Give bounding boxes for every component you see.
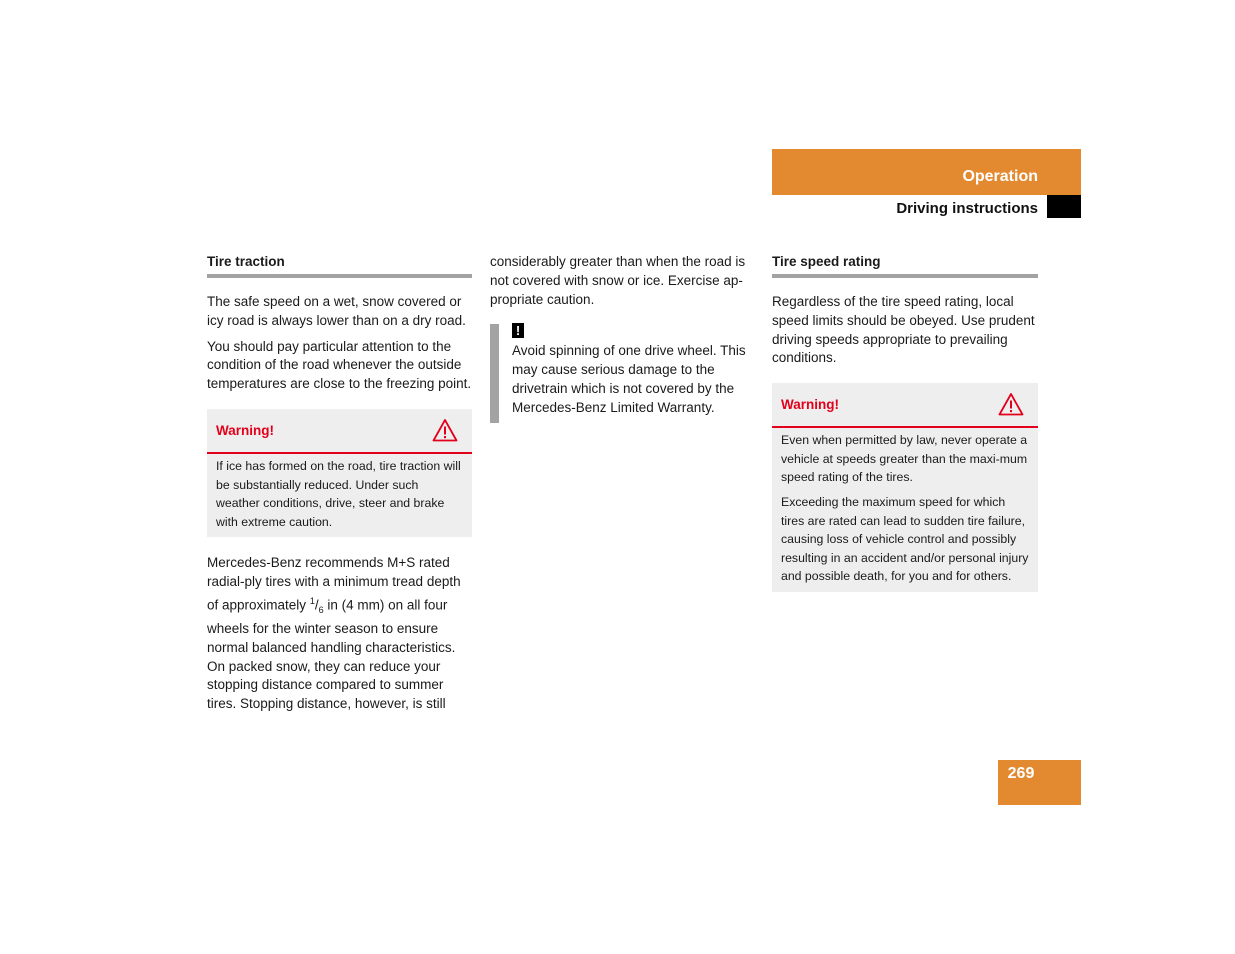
heading-tire-traction: Tire traction xyxy=(207,253,472,278)
fraction-denominator: 6 xyxy=(318,605,324,616)
warning-triangle-icon xyxy=(998,392,1024,416)
notice-bar xyxy=(490,324,499,423)
paragraph: You should pay particular attention to the condition of the road whenever the outside temperatures are close to the freezing point. xyxy=(207,338,472,392)
subsection-marker xyxy=(1047,195,1081,218)
column-left xyxy=(207,253,472,714)
warning-header xyxy=(772,383,1038,428)
warning-label: Warning! xyxy=(781,397,839,413)
warning-text: Even when permitted by law, never operate a vehicle at speeds greater than the maxi-mum speed rating of the tires. xyxy=(781,433,1028,485)
column-middle xyxy=(490,253,756,418)
warning-header xyxy=(207,409,472,454)
paragraph-text: Mercedes-Benz recommends M+S rated radial-ply tires with a minimum tread depth of approximately xyxy=(207,555,461,613)
warning-body xyxy=(772,428,1038,592)
page-number: 269 xyxy=(1007,765,1035,782)
fraction-separator: / xyxy=(314,597,319,613)
exclamation-icon: ! xyxy=(512,323,524,338)
subsection-title: Driving instructions xyxy=(896,200,1038,217)
paragraph: The safe speed on a wet, snow covered or icy road is always lower than on a dry road. xyxy=(207,294,466,328)
warning-box xyxy=(207,409,472,537)
warning-box xyxy=(772,383,1038,592)
notice-text: Avoid spinning of one drive wheel. This may cause serious damage to the drivetrain which is not covered by the Mercedes-Benz Limited Warranty. xyxy=(512,343,746,415)
paragraph-text: in (4 mm) on all four wheels for the winter season to ensure normal balanced handling characteristics. On packed snow, they can reduce your stopping distance compared to summer tires. Stopping distance, however, is still xyxy=(207,597,456,712)
warning-body xyxy=(207,454,472,537)
notice-box xyxy=(490,323,756,417)
column-right xyxy=(772,253,1038,592)
paragraph: Regardless of the tire speed rating, local speed limits should be obeyed. Use prudent driving speeds appropriate to prevailing conditions. xyxy=(772,294,1035,366)
warning-triangle-icon xyxy=(432,418,458,442)
fraction-numerator: 1 xyxy=(309,595,315,606)
paragraph: considerably greater than when the road is not covered with snow or ice. Exercise ap-propriate caution. xyxy=(490,254,746,307)
paragraph-tread-depth xyxy=(207,554,472,714)
heading-tire-speed-rating: Tire speed rating xyxy=(772,253,1038,278)
warning-text: If ice has formed on the road, tire traction will be substantially reduced. Under such weather conditions, drive, steer and brake with extreme caution. xyxy=(216,458,461,529)
section-title: Operation xyxy=(962,168,1038,185)
warning-text: Exceeding the maximum speed for which tires are rated can lead to sudden tire failure, causing loss of vehicle control and possibly resulting in an accident and/or personal injury and possible death, for you and for others. xyxy=(781,494,1029,584)
warning-label: Warning! xyxy=(216,422,274,438)
